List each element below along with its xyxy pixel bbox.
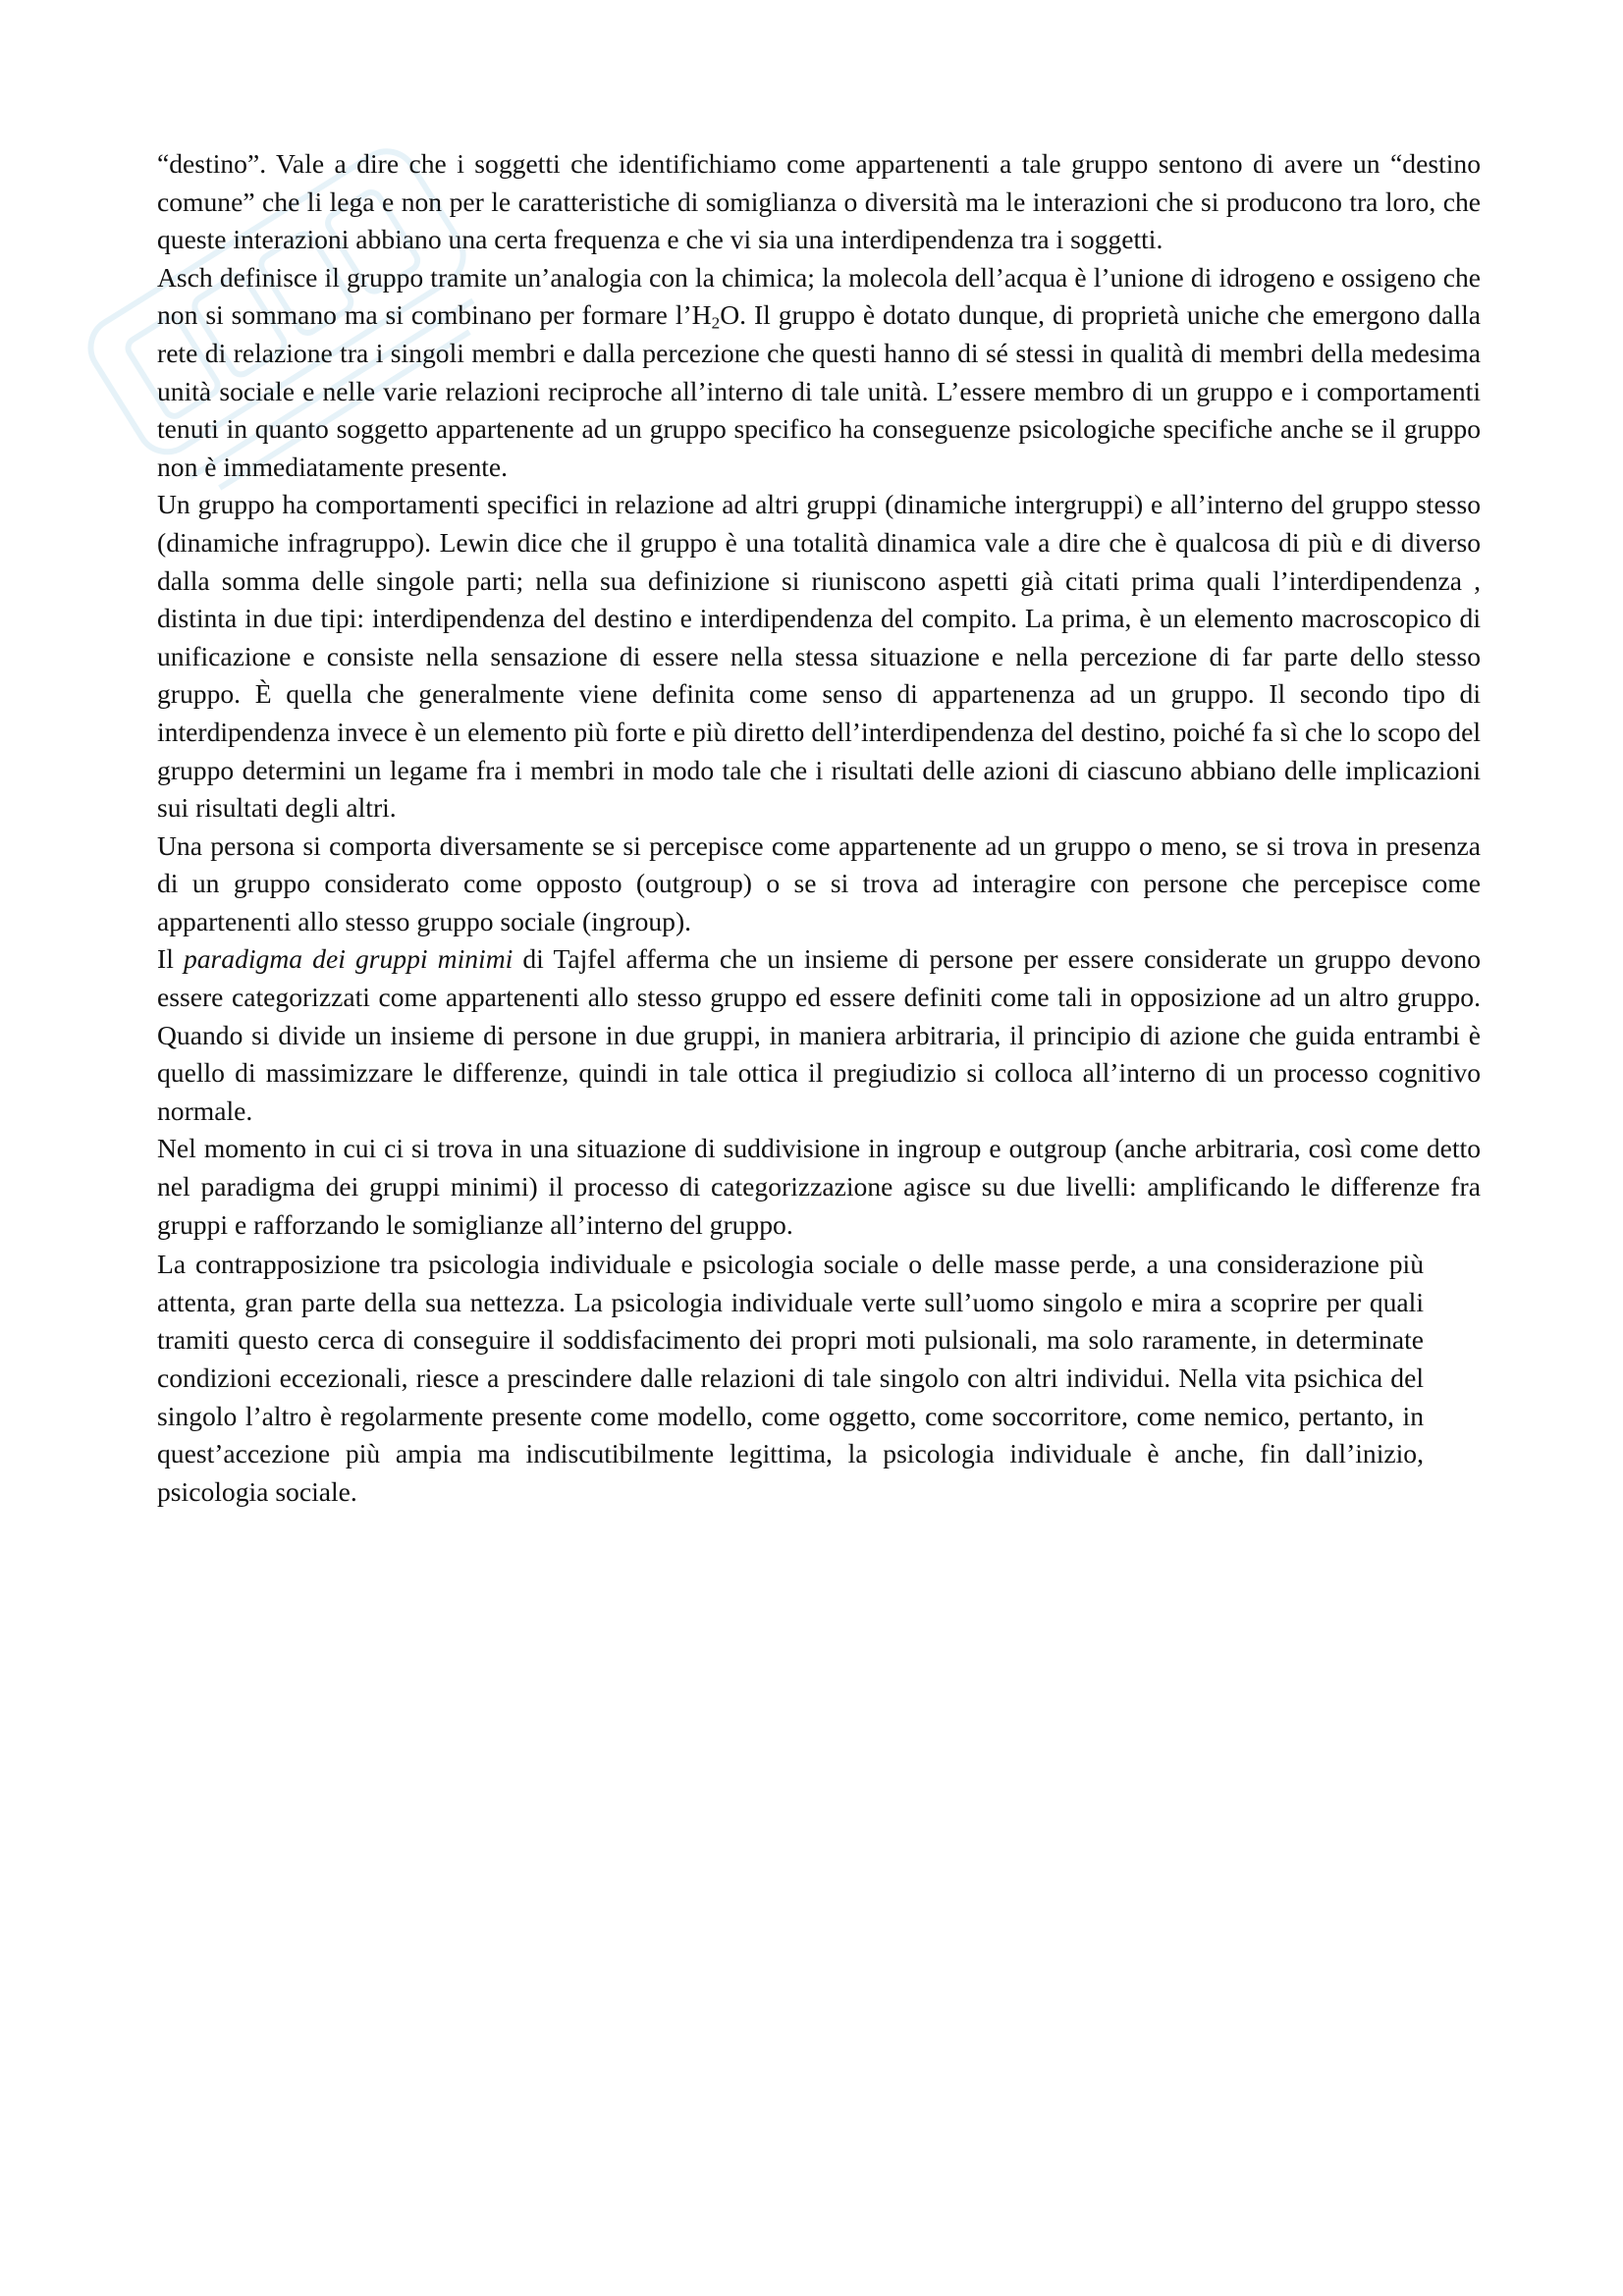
paragraph-1: “destino”. Vale a dire che i soggetti che identifichiamo come appartenenti a tale gruppo sentono di avere un “destino comune” che li lega e non per le caratteristiche di somiglianza o diversità ma le interazioni che si producono tra loro, che queste interazioni abbiano una certa frequenza e che vi sia una interdipendenza tra i soggetti. xyxy=(157,148,1481,255)
paragraph-2-text-b: O. Il gruppo è dotato dunque, di proprietà uniche che emergono dalla rete di relazione tra i singoli membri e dalla percezione che questi hanno di sé stessi in qualità di membri della medesima unità sociale e nelle varie relazioni reciproche all’interno di tale unità. L’essere membro di un gruppo e i comportamenti tenuti in quanto soggetto appartenente ad un gruppo specifico ha conseguenze psicologiche specifiche anche se il gruppo non è immediatamente presente. xyxy=(157,299,1481,482)
paragraph-5-text-a: Il xyxy=(157,943,184,975)
paragraph-6: Nel momento in cui ci si trova in una situazione di suddivisione in ingroup e outgroup (anche arbitraria, così come detto nel paradigma dei gruppi minimi) il processo di categorizzazione agisce su due livelli: amplificando le differenze fra gruppi e rafforzando le somiglianze all’interno del gruppo. xyxy=(157,1133,1481,1240)
paragraph-7: La contrapposizione tra psicologia individuale e psicologia sociale o delle masse perde, a una considerazione più attenta, gran parte della sua nettezza. La psicologia individuale verte sull’uomo singolo e mira a scoprire per quali tramiti questo cerca di conseguire il soddisfacimento dei propri moti pulsionali, ma solo raramente, in determinate condizioni eccezionali, riesce a prescindere dalle relazioni di tale singolo con altri individui. Nella vita psichica del singolo l’altro è regolarmente presente come modello, come oggetto, come soccorritore, come nemico, pertanto, in quest’accezione più ampia ma indiscutibilmente legittima, la psicologia individuale è anche, fin dall’inizio, psicologia sociale. xyxy=(157,1249,1424,1507)
paragraph-2-text-a: Asch definisce il gruppo tramite un’analogia con la chimica; la molecola dell’acqua è l’unione di idrogeno e ossigeno che non si sommano ma si combinano per formare l’H xyxy=(157,261,1481,331)
water-formula-subscript: 2 xyxy=(711,313,721,333)
paragraph-5 xyxy=(157,940,1481,1130)
document-body xyxy=(157,145,1481,1511)
paragraph-5-text-b: di Tajfel afferma che un insieme di persone per essere considerate un gruppo devono essere categorizzati come appartenenti allo stesso gruppo ed essere definiti come tali in opposizione ad un altro gruppo. Quando si divide un insieme di persone in due gruppi, in maniera arbitraria, il principio di azione che guida entrambi è quello di massimizzare le differenze, quindi in tale ottica il pregiudizio si colloca all’interno di un processo cognitivo normale. xyxy=(157,943,1482,1126)
paragraph-5-italic-term: paradigma dei gruppi minimi xyxy=(183,943,514,975)
paragraph-3: Un gruppo ha comportamenti specifici in relazione ad altri gruppi (dinamiche intergruppi) e all’interno del gruppo stesso (dinamiche infragruppo). Lewin dice che il gruppo è una totalità dinamica vale a dire che è qualcosa di più e di diverso dalla somma delle singole parti; nella sua definizione si riuniscono aspetti già citati prima quali l’interdipendenza , distinta in due tipi: interdipendenza del destino e interdipendenza del compito. La prima, è un elemento macroscopico di unificazione e consiste nella sensazione di essere nella stessa situazione e nella percezione di far parte dello stesso gruppo. È quella che generalmente viene definita come senso di appartenenza ad un gruppo. Il secondo tipo di interdipendenza invece è un elemento più forte e più diretto dell’interdipendenza del destino, poiché fa sì che lo scopo del gruppo determini un legame fra i membri in modo tale che i risultati delle azioni di ciascuno abbiano delle implicazioni sui risultati degli altri. xyxy=(157,489,1481,824)
paragraph-4: Una persona si comporta diversamente se si percepisce come appartenente ad un gruppo o meno, se si trova in presenza di un gruppo considerato come opposto (outgroup) o se si trova ad interagire con persone che percepisce come appartenenti allo stesso gruppo sociale (ingroup). xyxy=(157,829,1481,936)
paragraph-2 xyxy=(157,259,1481,487)
